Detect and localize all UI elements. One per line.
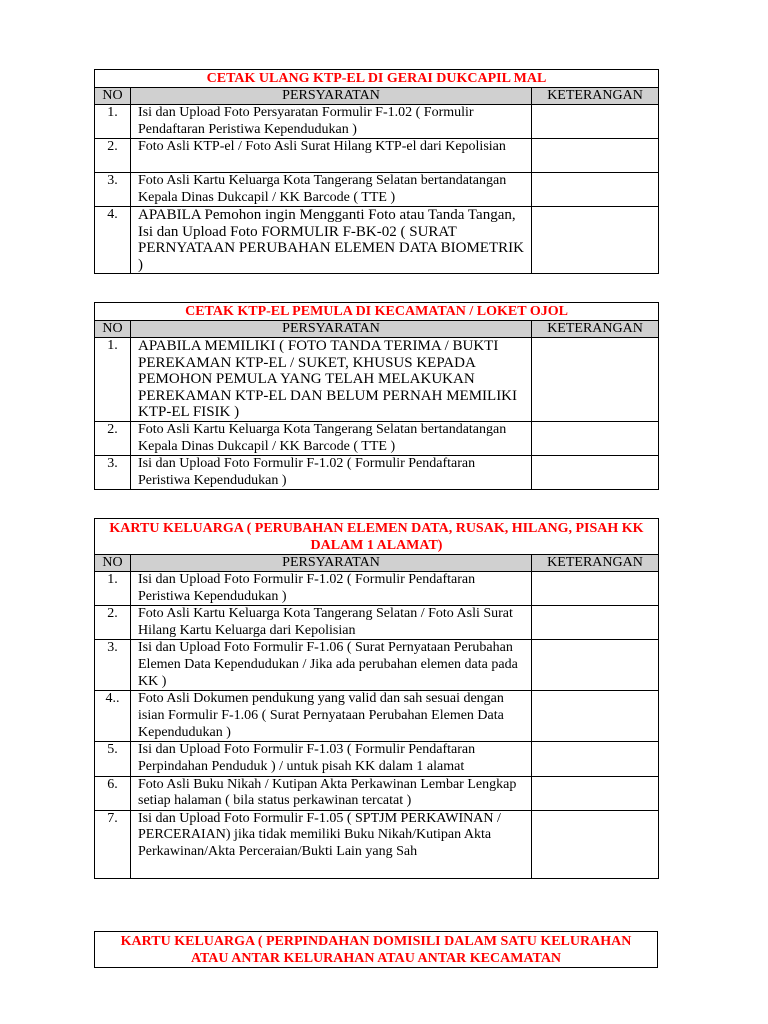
row-keterangan xyxy=(532,173,659,207)
row-keterangan xyxy=(532,456,659,490)
header-persyaratan: PERSYARATAN xyxy=(131,88,532,105)
row-requirement: Isi dan Upload Foto Formulir F-1.05 ( SPTJM PERKAWINAN / PERCERAIAN) jika tidak memiliki Buku Nikah/Kutipan Akta Perkawinan/Akta Perceraian/Bukti Lain yang Sah xyxy=(131,810,532,878)
header-keterangan: KETERANGAN xyxy=(532,555,659,572)
row-requirement: APABILA Pemohon ingin Mengganti Foto atau Tanda Tangan, Isi dan Upload Foto FORMULIR F-BK-02 ( SURAT PERNYATAAN PERUBAHAN ELEMEN DATA BIOMETRIK ) xyxy=(131,207,532,274)
table-row xyxy=(95,105,659,139)
row-keterangan xyxy=(532,139,659,173)
row-requirement: APABILA MEMILIKI ( FOTO TANDA TERIMA / BUKTI PEREKAMAN KTP-EL / SUKET, KHUSUS KEPADA PEMOHON PEMULA YANG TELAH MELAKUKAN PEREKAMAN KTP-EL DAN BELUM PERNAH MEMILIKI KTP-EL FISIK ) xyxy=(131,338,532,422)
table-row xyxy=(95,810,659,878)
row-requirement: Foto Asli Kartu Keluarga Kota Tangerang Selatan / Foto Asli Surat Hilang Kartu Keluarga dari Kepolisian xyxy=(131,606,532,640)
row-number: 1. xyxy=(95,105,131,139)
table-row xyxy=(95,173,659,207)
section-title: CETAK KTP-EL PEMULA DI KECAMATAN / LOKET OJOL xyxy=(95,303,659,321)
table-row xyxy=(95,207,659,274)
header-keterangan: KETERANGAN xyxy=(532,88,659,105)
table-row xyxy=(95,691,659,742)
row-keterangan xyxy=(532,207,659,274)
requirements-table xyxy=(94,518,659,879)
section-cetak-ktp-el-pemula xyxy=(94,302,658,490)
section-cetak-ulang-ktp-el xyxy=(94,69,658,274)
table-row xyxy=(95,606,659,640)
section-title: KARTU KELUARGA ( PERPINDAHAN DOMISILI DALAM SATU KELURAHAN ATAU ANTAR KELURAHAN ATAU ANTAR KECAMATAN xyxy=(95,932,658,968)
header-no: NO xyxy=(95,88,131,105)
row-number: 3. xyxy=(95,173,131,207)
table-row xyxy=(95,776,659,810)
row-requirement: Isi dan Upload Foto Persyaratan Formulir F-1.02 ( Formulir Pendaftaran Peristiwa Kependudukan ) xyxy=(131,105,532,139)
table-row xyxy=(95,640,659,691)
header-persyaratan: PERSYARATAN xyxy=(131,555,532,572)
row-number: 7. xyxy=(95,810,131,878)
table-row xyxy=(95,338,659,422)
row-number: 5. xyxy=(95,742,131,776)
row-number: 3. xyxy=(95,640,131,691)
row-requirement: Isi dan Upload Foto Formulir F-1.02 ( Formulir Pendaftaran Peristiwa Kependudukan ) xyxy=(131,572,532,606)
row-number: 4. xyxy=(95,207,131,274)
row-requirement: Foto Asli Buku Nikah / Kutipan Akta Perkawinan Lembar Lengkap setiap halaman ( bila status perkawinan tercatat ) xyxy=(131,776,532,810)
row-keterangan xyxy=(532,606,659,640)
row-requirement: Foto Asli KTP-el / Foto Asli Surat Hilang KTP-el dari Kepolisian xyxy=(131,139,532,173)
row-number: 3. xyxy=(95,456,131,490)
row-number: 1. xyxy=(95,338,131,422)
table-row xyxy=(95,456,659,490)
row-keterangan xyxy=(532,422,659,456)
header-persyaratan: PERSYARATAN xyxy=(131,321,532,338)
table-row xyxy=(95,422,659,456)
row-keterangan xyxy=(532,105,659,139)
section-kartu-keluarga-perubahan xyxy=(94,518,658,879)
section-title: KARTU KELUARGA ( PERUBAHAN ELEMEN DATA, RUSAK, HILANG, PISAH KK DALAM 1 ALAMAT) xyxy=(95,519,659,555)
requirements-table xyxy=(94,931,658,968)
row-keterangan xyxy=(532,810,659,878)
requirements-table xyxy=(94,69,659,274)
row-number: 1. xyxy=(95,572,131,606)
row-number: 2. xyxy=(95,606,131,640)
row-requirement: Foto Asli Dokumen pendukung yang valid dan sah sesuai dengan isian Formulir F-1.06 ( Surat Pernyataan Perubahan Elemen Data Kependudukan ) xyxy=(131,691,532,742)
row-keterangan xyxy=(532,776,659,810)
table-row xyxy=(95,139,659,173)
row-number: 2. xyxy=(95,422,131,456)
header-no: NO xyxy=(95,555,131,572)
row-number: 4.. xyxy=(95,691,131,742)
table-row xyxy=(95,742,659,776)
row-number: 2. xyxy=(95,139,131,173)
header-keterangan: KETERANGAN xyxy=(532,321,659,338)
row-keterangan xyxy=(532,640,659,691)
section-kartu-keluarga-perpindahan xyxy=(94,931,658,968)
row-keterangan xyxy=(532,338,659,422)
row-requirement: Isi dan Upload Foto Formulir F-1.06 ( Surat Pernyataan Perubahan Elemen Data Kependudukan / Jika ada perubahan elemen data pada KK ) xyxy=(131,640,532,691)
requirements-table xyxy=(94,302,659,490)
table-row xyxy=(95,572,659,606)
row-requirement: Isi dan Upload Foto Formulir F-1.02 ( Formulir Pendaftaran Peristiwa Kependudukan ) xyxy=(131,456,532,490)
section-title: CETAK ULANG KTP-EL DI GERAI DUKCAPIL MAL xyxy=(95,70,659,88)
row-requirement: Foto Asli Kartu Keluarga Kota Tangerang Selatan bertandatangan Kepala Dinas Dukcapil / KK Barcode ( TTE ) xyxy=(131,173,532,207)
row-keterangan xyxy=(532,742,659,776)
row-requirement: Isi dan Upload Foto Formulir F-1.03 ( Formulir Pendaftaran Perpindahan Penduduk ) / untuk pisah KK dalam 1 alamat xyxy=(131,742,532,776)
row-keterangan xyxy=(532,572,659,606)
row-keterangan xyxy=(532,691,659,742)
row-number: 6. xyxy=(95,776,131,810)
row-requirement: Foto Asli Kartu Keluarga Kota Tangerang Selatan bertandatangan Kepala Dinas Dukcapil / KK Barcode ( TTE ) xyxy=(131,422,532,456)
header-no: NO xyxy=(95,321,131,338)
